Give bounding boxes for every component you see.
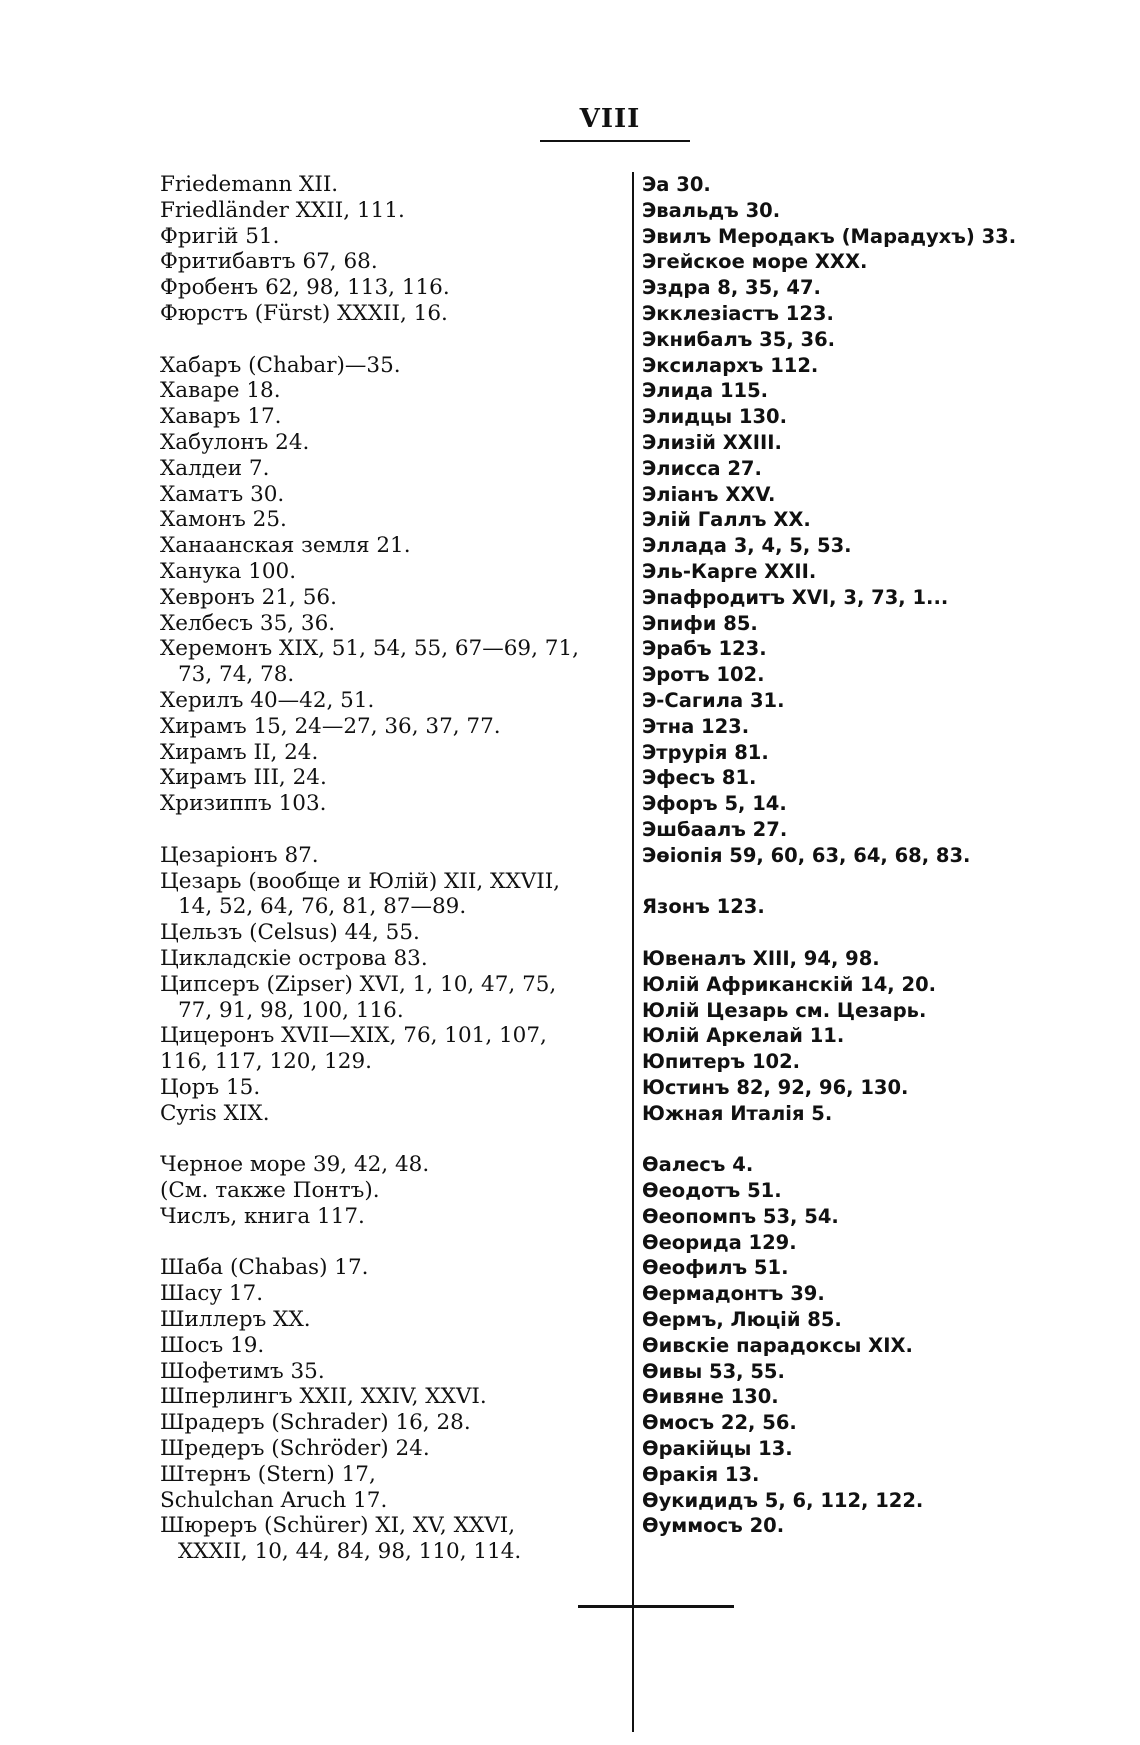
- index-entry: Фригій 51.: [160, 223, 280, 249]
- index-entry: Шредеръ (Schröder) 24.: [160, 1436, 430, 1462]
- index-entry: Херемонъ XIX, 51, 54, 55, 67—69, 71,: [160, 636, 579, 662]
- index-entry: 73, 74, 78.: [178, 662, 295, 688]
- index-entry: Ѳукидидъ 5, 6, 112, 122.: [642, 1488, 924, 1512]
- index-entry: Халдеи 7.: [160, 455, 270, 481]
- index-entry: Черное море 39, 42, 48.: [160, 1152, 430, 1178]
- index-entry: Эль-Карге XXII.: [642, 559, 817, 583]
- index-entry: Цельзъ (Celsus) 44, 55.: [160, 920, 420, 946]
- index-entry: Эпифи 85.: [642, 611, 758, 635]
- index-entry: Элида 115.: [642, 379, 769, 403]
- index-entry: Юлій Аркелай 11.: [642, 1024, 845, 1048]
- index-entry: Эѳіопія 59, 60, 63, 64, 68, 83.: [642, 843, 971, 867]
- index-entry: Шперлингъ XXII, XXIV, XXVI.: [160, 1384, 487, 1410]
- index-entry: Шасу 17.: [160, 1281, 264, 1307]
- page-number: VIII: [579, 104, 641, 134]
- index-entry: Числъ, книга 117.: [160, 1203, 365, 1229]
- index-entry: Ѳермадонтъ 39.: [642, 1282, 825, 1306]
- footer-rule: [578, 1605, 734, 1608]
- index-entry: Ѳивскіе парадоксы XIX.: [642, 1333, 913, 1357]
- index-entry: Schulchan Aruch 17.: [160, 1487, 388, 1513]
- header-rule: [540, 140, 690, 142]
- index-entry: Cyris XIX.: [160, 1100, 270, 1126]
- index-entry: Элидцы 130.: [642, 405, 787, 429]
- index-entry: Язонъ 123.: [642, 895, 765, 919]
- index-entry: Шиллеръ XX.: [160, 1307, 311, 1333]
- index-entry: Эшбаалъ 27.: [642, 817, 788, 841]
- index-entry: 116, 117, 120, 129.: [160, 1049, 372, 1075]
- index-entry: Ѳеорида 129.: [642, 1230, 797, 1254]
- index-entry: Хелбесъ 35, 36.: [160, 610, 336, 636]
- index-entry: Ѳеопомпъ 53, 54.: [642, 1204, 839, 1228]
- index-entry: Шюреръ (Schürer) XI, XV, XXVI,: [160, 1513, 516, 1539]
- index-entry: Ювеналъ XIII, 94, 98.: [642, 946, 880, 970]
- index-entry: Хабулонъ 24.: [160, 429, 310, 455]
- group-spacer: [642, 920, 1032, 946]
- index-entry: Э-Сагила 31.: [642, 688, 785, 712]
- index-entry: Юстинъ 82, 92, 96, 130.: [642, 1075, 909, 1099]
- index-entry: Шаба (Chabas) 17.: [160, 1255, 369, 1281]
- index-entry: Эрабъ 123.: [642, 637, 767, 661]
- index-entry: Хаваре 18.: [160, 378, 281, 404]
- index-entry: Элисса 27.: [642, 456, 762, 480]
- index-entry: Эа 30.: [642, 173, 711, 196]
- index-entry: Этрурія 81.: [642, 740, 769, 764]
- index-entry: Ѳивы 53, 55.: [642, 1359, 785, 1383]
- index-entry: Эротъ 102.: [642, 663, 765, 687]
- index-entry: Ханаанская земля 21.: [160, 533, 411, 559]
- index-entry: Шрадеръ (Schrader) 16, 28.: [160, 1410, 471, 1436]
- index-entry: Экклезіастъ 123.: [642, 301, 834, 325]
- index-entry: 77, 91, 98, 100, 116.: [178, 997, 404, 1023]
- index-entry: (См. также Понтъ).: [160, 1178, 380, 1204]
- group-spacer: [160, 1126, 630, 1152]
- index-entry: Фритибавтъ 67, 68.: [160, 249, 378, 275]
- index-entry: Южная Италія 5.: [642, 1101, 833, 1125]
- index-entry: Ханука 100.: [160, 558, 297, 584]
- group-spacer: [160, 327, 630, 353]
- group-spacer: [160, 817, 630, 843]
- index-entry: Ѳивяне 130.: [642, 1385, 779, 1409]
- index-entry: Хризиппъ 103.: [160, 791, 327, 817]
- index-entry: Ѳалесъ 4.: [642, 1153, 754, 1177]
- index-entry: Цезаріонъ 87.: [160, 842, 319, 868]
- index-entry: XXXII, 10, 44, 84, 98, 110, 114.: [178, 1539, 522, 1565]
- index-entry: Эфесъ 81.: [642, 766, 757, 790]
- index-entry: Херилъ 40—42, 51.: [160, 687, 375, 713]
- index-entry: Хаматъ 30.: [160, 481, 285, 507]
- index-entry: Хевронъ 21, 56.: [160, 584, 337, 610]
- index-entry: Ѳеодотъ 51.: [642, 1179, 782, 1203]
- index-entry: Хамонъ 25.: [160, 507, 287, 533]
- index-entry: Ѳермъ, Люцій 85.: [642, 1308, 842, 1332]
- right-index-column: [642, 172, 1032, 1539]
- index-entry: Ципсеръ (Zipser) XVI, 1, 10, 47, 75,: [160, 971, 557, 997]
- index-entry: Экнибалъ 35, 36.: [642, 327, 836, 351]
- index-entry: Эліанъ XXV.: [642, 482, 776, 506]
- index-entry: 14, 52, 64, 76, 81, 87—89.: [178, 894, 467, 920]
- group-spacer: [642, 869, 1032, 895]
- index-entry: Эфоръ 5, 14.: [642, 792, 787, 816]
- index-entry: Этна 123.: [642, 714, 750, 738]
- index-entry: Ѳракія 13.: [642, 1462, 760, 1486]
- index-entry: Фробенъ 62, 98, 113, 116.: [160, 275, 450, 301]
- index-entry: Эздра 8, 35, 47.: [642, 276, 821, 300]
- column-divider: [632, 172, 634, 1732]
- index-entry: Ѳеофилъ 51.: [642, 1256, 789, 1280]
- left-index-column: [160, 172, 630, 1565]
- index-entry: Хирамъ 15, 24—27, 36, 37, 77.: [160, 713, 501, 739]
- index-entry: Эпафродитъ XVI, 3, 73, 1...: [642, 585, 949, 609]
- index-entry: Хирамъ II, 24.: [160, 739, 319, 765]
- index-entry: Эксилархъ 112.: [642, 353, 819, 377]
- index-entry: Цикладскіе острова 83.: [160, 945, 428, 971]
- group-spacer: [642, 1126, 1032, 1152]
- index-entry: Цицеронъ XVII—XIX, 76, 101, 107,: [160, 1023, 547, 1049]
- index-entry: Юлій Цезарь см. Цезарь.: [642, 998, 927, 1022]
- index-entry: Ѳмосъ 22, 56.: [642, 1411, 797, 1435]
- index-entry: Цоръ 15.: [160, 1074, 261, 1100]
- index-entry: Шосъ 19.: [160, 1332, 265, 1358]
- index-entry: Эвилъ Меродакъ (Марадухъ) 33.: [642, 224, 1017, 248]
- index-entry: Фюрстъ (Fürst) XXXII, 16.: [160, 300, 448, 326]
- index-entry: Штернъ (Stern) 17,: [160, 1461, 376, 1487]
- index-entry: Хабаръ (Chabar)—35.: [160, 352, 401, 378]
- index-entry: Ѳракійцы 13.: [642, 1437, 793, 1461]
- index-entry: Элизій XXIII.: [642, 430, 782, 454]
- index-entry: Эгейское море XXX.: [642, 250, 868, 274]
- index-entry: Эвальдъ 30.: [642, 198, 781, 222]
- index-entry: Ѳуммосъ 20.: [642, 1514, 785, 1538]
- index-entry: Юлій Африканскій 14, 20.: [642, 972, 937, 996]
- index-entry: Хаваръ 17.: [160, 404, 282, 430]
- index-entry: Friedemann XII.: [160, 172, 339, 197]
- index-entry: Элій Галлъ XX.: [642, 508, 811, 532]
- index-entry: Юпитеръ 102.: [642, 1050, 801, 1074]
- index-entry: Шофетимъ 35.: [160, 1358, 325, 1384]
- index-entry: Цезарь (вообще и Юлій) XII, XXVII,: [160, 868, 561, 894]
- index-entry: Хирамъ III, 24.: [160, 765, 327, 791]
- index-entry: Friedländer XXII, 111.: [160, 197, 405, 223]
- group-spacer: [160, 1230, 630, 1256]
- index-entry: Эллада 3, 4, 5, 53.: [642, 534, 852, 558]
